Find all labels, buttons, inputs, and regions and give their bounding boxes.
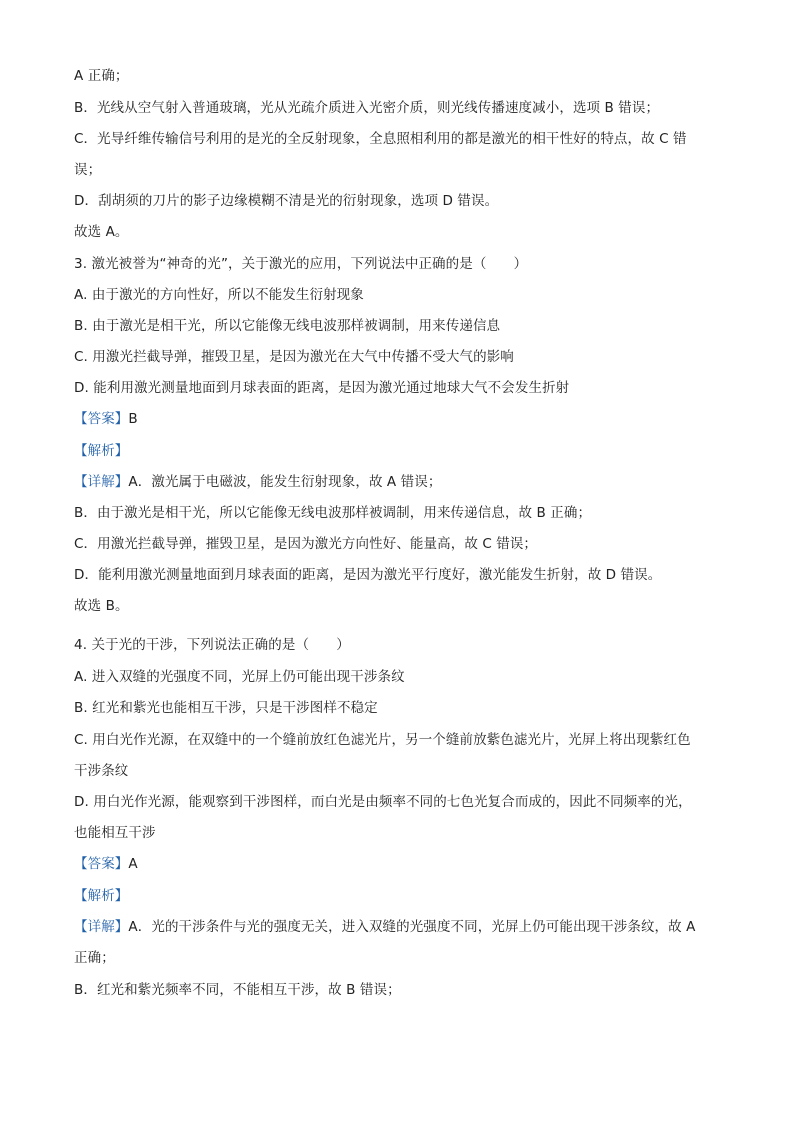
question-4-analysis-heading: 【解析】 [74,888,129,904]
question-4-stem: 4. 关于光的干涉，下列说法正确的是（ ） [74,637,350,653]
question-4-option-d: D. 用白光作光源，能观察到干涉图样，而白光是由频率不同的七色光复合而成的，因此不同频率的光， [74,794,692,810]
question-3-stem: 3. 激光被誉为“神奇的光”，关于激光的应用，下列说法中正确的是（ ） [74,256,528,272]
text-line: B．由于激光是相干光，所以它能像无线电波那样被调制，用来传递信息，故 B 正确； [74,505,592,521]
question-3-option-d: D. 能利用激光测量地面到月球表面的距离，是因为激光通过地球大气不会发生折射 [74,380,570,396]
text-line: D．刮胡须的刀片的影子边缘模糊不清是光的衍射现象，选项 D 错误。 [74,193,499,209]
question-4-explanation: 【详解】A．光的干涉条件与光的强度无关，进入双缝的光强度不同，光屏上仍可能出现干涉条纹，故 A [74,919,696,935]
question-3-option-a: A. 由于激光的方向性好，所以不能发生衍射现象 [74,287,364,303]
text-line: B．红光和紫光频率不同，不能相互干涉，故 B 错误； [74,982,401,998]
question-3-option-b: B. 由于激光是相干光，所以它能像无线电波那样被调制，用来传递信息 [74,318,501,334]
question-4-answer: 【答案】A [74,856,138,872]
question-3-explanation: 【详解】A．激光属于电磁波，能发生衍射现象，故 A 错误； [74,474,442,490]
text-line: 故选 A。 [74,224,129,240]
text-line: 正确； [74,950,115,966]
text-line: 干涉条纹 [74,763,129,779]
text-line: B．光线从空气射入普通玻璃，光从光疏介质进入光密介质，则光线传播速度减小，选项 B 错误； [74,100,660,116]
text-line: C．光导纤维传输信号利用的是光的全反射现象，全息照相利用的都是激光的相干性好的特点，故 C 错 [74,131,687,147]
text-line: C．用激光拦截导弹，摧毁卫星，是因为激光方向性好、能量高，故 C 错误； [74,536,538,552]
question-3-answer: 【答案】B [74,411,138,427]
text-line: 也能相互干涉 [74,825,156,841]
question-4-option-c: C. 用白光作光源，在双缝中的一个缝前放红色滤光片，另一个缝前放紫色滤光片，光屏上将出现紫红色 [74,732,691,748]
question-3-analysis-heading: 【解析】 [74,443,129,459]
text-line: 故选 B。 [74,598,129,614]
question-4-option-b: B. 红光和紫光也能相互干涉，只是干涉图样不稳定 [74,700,378,716]
question-4-option-a: A. 进入双缝的光强度不同，光屏上仍可能出现干涉条纹 [74,669,405,685]
text-line: D．能利用激光测量地面到月球表面的距离，是因为激光平行度好，激光能发生折射，故 D 错误。 [74,567,662,583]
question-3-option-c: C. 用激光拦截导弹，摧毁卫星，是因为激光在大气中传播不受大气的影响 [74,349,514,365]
text-line: A 正确； [74,68,129,84]
text-line: 误； [74,162,102,178]
